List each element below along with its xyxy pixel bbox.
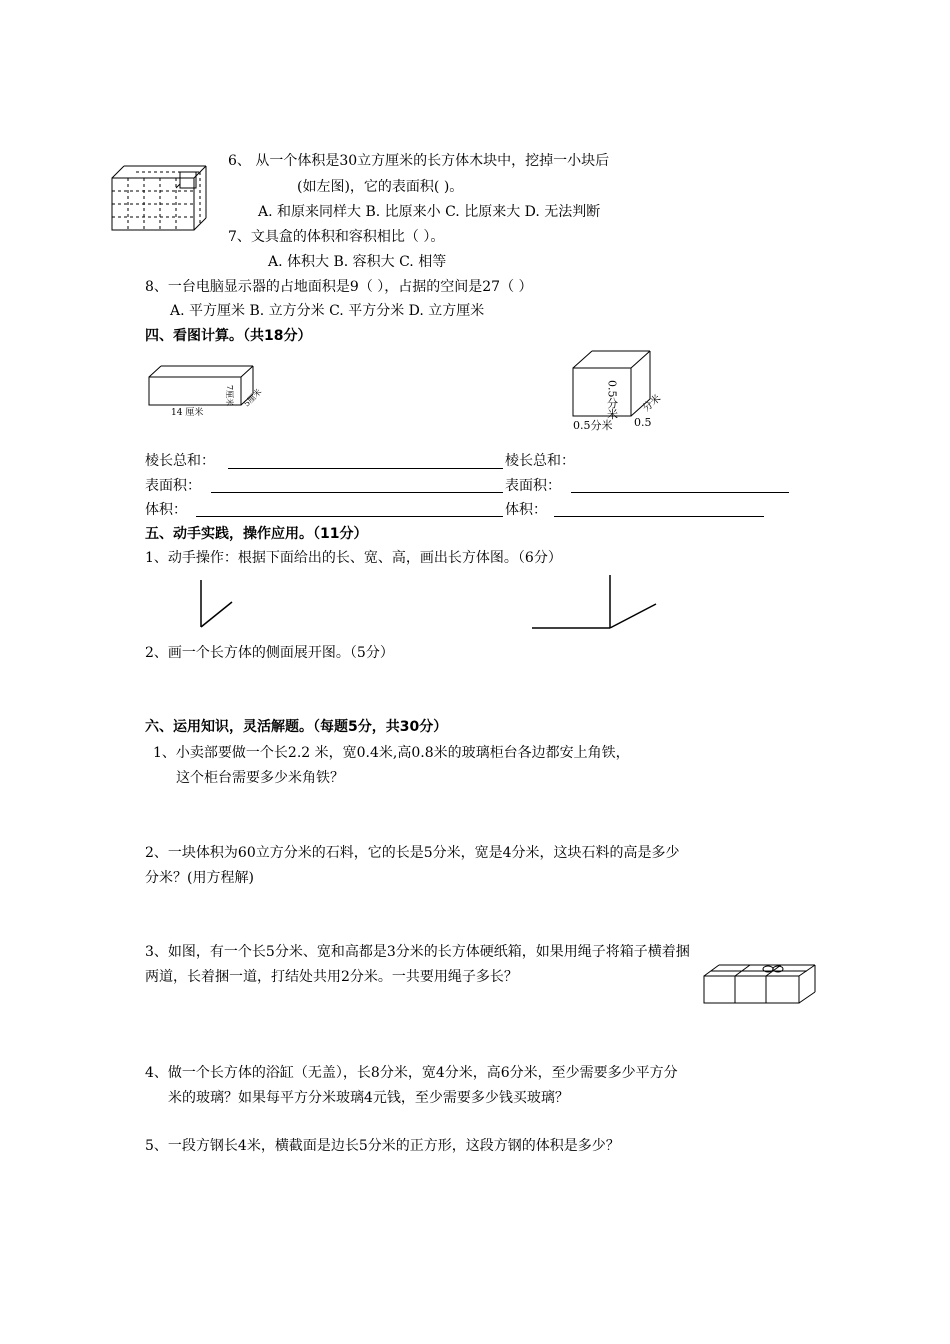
left-edge-sum-answer-line[interactable] (228, 468, 503, 469)
q8-options: A. 平方厘米 B. 立方分米 C. 平方分米 D. 立方厘米 (170, 303, 485, 319)
cuboid-length-label: 14 厘米 (171, 408, 204, 418)
tied-box-figure (702, 962, 822, 1007)
right-surface-area-answer-line[interactable] (571, 492, 789, 493)
s6-q3-line1: 3、如图，有一个长5分米、宽和高都是3分米的长方体硬纸箱，如果用绳子将箱子横着捆 (145, 944, 690, 960)
left-surface-area-label: 表面积： (145, 478, 201, 494)
hollowed-cuboid-figure (110, 160, 215, 235)
right-volume-label: 体积： (505, 502, 547, 518)
q6-options: A. 和原来同样大 B. 比原来小 C. 比原来大 D. 无法判断 (258, 204, 601, 220)
cube-side-value: 0.5 (634, 416, 652, 429)
cube-bottom-label: 0.5分米 (573, 419, 613, 432)
section-6-title: 六、运用知识，灵活解题。（每题5分，共30分） (145, 719, 448, 735)
section-4-title: 四、看图计算。（共18分） (145, 328, 312, 344)
cuboid-height-label: 7厘米 (225, 385, 234, 407)
s6-q2-line2: 分米？(用方程解) (145, 870, 254, 886)
s6-q3-line2: 两道，长着捆一道，打结处共用2分米。一共要用绳子多长？ (145, 969, 518, 985)
q6-stem: 6、 从一个体积是30立方厘米的长方体木块中，挖掉一小块后 (228, 153, 610, 169)
s5-q1: 1、动手操作：根据下面给出的长、宽、高，画出长方体图。（6分） (145, 550, 562, 566)
cuboid-drawing-guide-1[interactable] (195, 575, 245, 635)
cuboid-width-label: 5厘米 (242, 387, 264, 409)
left-volume-answer-line[interactable] (196, 516, 503, 517)
cuboid-figure (145, 360, 280, 420)
q7-options: A. 体积大 B. 容积大 C. 相等 (268, 254, 447, 270)
s6-q5: 5、一段方钢长4米，横截面是边长5分米的正方形，这段方钢的体积是多少？ (145, 1138, 620, 1154)
section-5-title: 五、动手实践，操作应用。（11分） (145, 526, 368, 542)
s5-q2: 2、画一个长方体的侧面展开图。（5分） (145, 645, 394, 661)
s6-q1-line2: 这个柜台需要多少米角铁？ (176, 770, 344, 786)
right-edge-sum-label: 棱长总和： (505, 453, 575, 469)
q7-stem: 7、文具盒的体积和容积相比（ ）。 (228, 229, 445, 245)
cuboid-drawing-guide-2[interactable] (530, 570, 660, 635)
s6-q4-line2: 米的玻璃？如果每平方分米玻璃4元钱，至少需要多少钱买玻璃？ (168, 1090, 569, 1106)
right-surface-area-label: 表面积： (505, 478, 561, 494)
s6-q1-line1: 1、小卖部要做一个长2.2 米，宽0.4米,高0.8米的玻璃柜台各边都安上角铁， (153, 745, 630, 761)
left-edge-sum-label: 棱长总和： (145, 453, 215, 469)
s6-q4-line1: 4、做一个长方体的浴缸（无盖），长8分米，宽4分米，高6分米，至少需要多少平方分 (145, 1065, 678, 1081)
s6-q2-line1: 2、一块体积为60立方分米的石料，它的长是5分米，宽是4分米，这块石料的高是多少 (145, 845, 680, 861)
left-volume-label: 体积： (145, 502, 187, 518)
cube-figure (568, 348, 678, 434)
right-volume-answer-line[interactable] (554, 516, 764, 517)
q8-stem: 8、一台电脑显示器的占地面积是9（ ），占据的空间是27（ ） (145, 279, 533, 295)
cube-side-unit: 分米 (640, 393, 664, 415)
q6-stem-cont: (如左图)，它的表面积( )。 (297, 179, 464, 195)
cube-front-label: 0.5分米 (605, 380, 619, 420)
left-surface-area-answer-line[interactable] (211, 492, 503, 493)
